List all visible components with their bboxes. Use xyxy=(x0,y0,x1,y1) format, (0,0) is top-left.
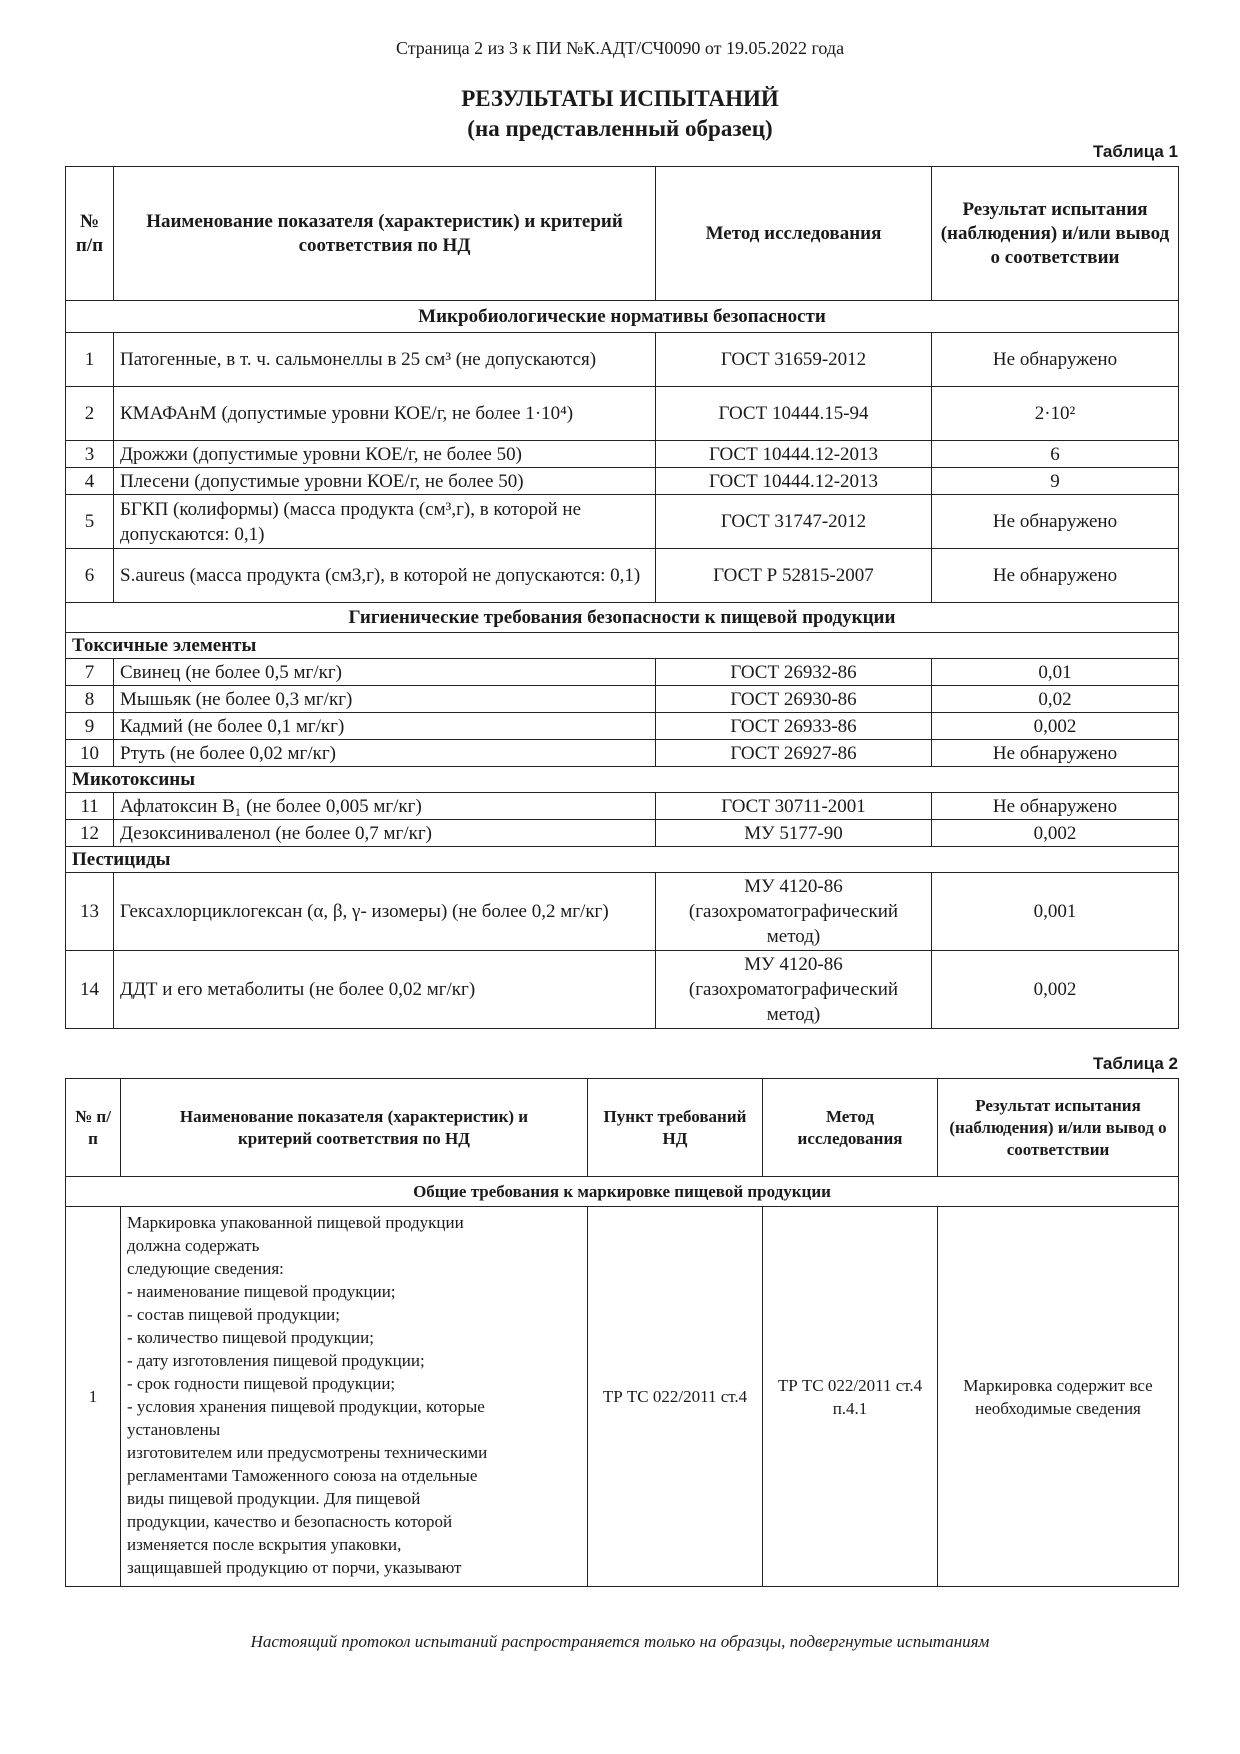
subsection-mycotoxins: Микотоксины xyxy=(66,767,1179,793)
row-num: 1 xyxy=(66,1207,121,1587)
row-num: 5 xyxy=(66,495,114,549)
document-title xyxy=(0,84,1240,144)
results-table-1 xyxy=(65,166,1179,1029)
title-main: РЕЗУЛЬТАТЫ ИСПЫТАНИЙ xyxy=(461,86,779,111)
row-name: КМАФАнМ (допустимые уровни КОЕ/г, не более 1·10⁴) xyxy=(114,387,656,441)
table-row xyxy=(66,713,1179,740)
results-table-2 xyxy=(65,1078,1179,1587)
table-row xyxy=(66,659,1179,686)
footer-note xyxy=(0,1630,1240,1654)
table-row xyxy=(66,468,1179,495)
name-line: - срок годности пищевой продукции; xyxy=(127,1374,396,1393)
name-line: - количество пищевой продукции; xyxy=(127,1328,374,1347)
row-clause: ТР ТС 022/2011 ст.4 xyxy=(588,1207,763,1587)
footer-note-text: Настоящий протокол испытаний распространяется только на образцы, подвергнутые испытаниям xyxy=(250,1632,990,1651)
row-method: ГОСТ 26932-86 xyxy=(656,659,932,686)
row-name: Гексахлорциклогексан (α, β, γ- изомеры) (не более 0,2 мг/кг) xyxy=(114,873,656,951)
row-name: Афлатоксин B₁ (не более 0,005 мг/кг) xyxy=(114,793,656,820)
row-name: S.aureus (масса продукта (см3,г), в которой не допускаются: 0,1) xyxy=(114,549,656,603)
row-method: ГОСТ Р 52815-2007 xyxy=(656,549,932,603)
row-name: Дрожжи (допустимые уровни КОЕ/г, не более 50) xyxy=(114,441,656,468)
subsection-row xyxy=(66,767,1179,793)
col-header-method: Метод исследования xyxy=(656,167,932,301)
table2-header-row xyxy=(66,1079,1179,1177)
row-result: Не обнаружено xyxy=(932,549,1179,603)
row-result: 6 xyxy=(932,441,1179,468)
subsection-row xyxy=(66,847,1179,873)
section-labeling: Общие требования к маркировке пищевой продукции xyxy=(66,1177,1179,1207)
row-method: ГОСТ 10444.15-94 xyxy=(656,387,932,441)
row-method: ГОСТ 26933-86 xyxy=(656,713,932,740)
row-name: Плесени (допустимые уровни КОЕ/г, не более 50) xyxy=(114,468,656,495)
row-result: Не обнаружено xyxy=(932,495,1179,549)
row-num: 8 xyxy=(66,686,114,713)
table-row xyxy=(66,1207,1179,1587)
table-row xyxy=(66,873,1179,951)
table1-caption: Таблица 1 xyxy=(1092,142,1178,161)
col-header-num: № п/п xyxy=(66,167,114,301)
row-result: 0,01 xyxy=(932,659,1179,686)
row-method: МУ 4120-86 (газохроматографический метод) xyxy=(656,873,932,951)
row-method: ТР ТС 022/2011 ст.4 п.4.1 xyxy=(763,1207,938,1587)
section-micro: Микробиологические нормативы безопасности xyxy=(66,301,1179,333)
row-result: Не обнаружено xyxy=(932,333,1179,387)
table-row xyxy=(66,441,1179,468)
row-name: БГКП (колиформы) (масса продукта (см³,г), в которой не допускаются: 0,1) xyxy=(114,495,656,549)
row-method: ГОСТ 30711-2001 xyxy=(656,793,932,820)
name-line: должна содержать xyxy=(127,1236,260,1255)
name-line: - дату изготовления пищевой продукции; xyxy=(127,1351,425,1370)
section-hygiene: Гигиенические требования безопасности к пищевой продукции xyxy=(66,603,1179,633)
row-name xyxy=(121,1207,588,1587)
col-header-name: Наименование показателя (характеристик) и критерий соответствия по НД xyxy=(114,167,656,301)
title-subtitle: (на представленный образец) xyxy=(467,116,773,141)
table-row xyxy=(66,820,1179,847)
row-method: ГОСТ 31747-2012 xyxy=(656,495,932,549)
row-num: 6 xyxy=(66,549,114,603)
row-method: МУ 4120-86 (газохроматографический метод) xyxy=(656,951,932,1029)
row-num: 2 xyxy=(66,387,114,441)
row-method: ГОСТ 10444.12-2013 xyxy=(656,468,932,495)
table-row xyxy=(66,333,1179,387)
table2-caption: Таблица 2 xyxy=(1092,1054,1178,1073)
row-name: Свинец (не более 0,5 мг/кг) xyxy=(114,659,656,686)
row-num: 13 xyxy=(66,873,114,951)
row-result: 0,002 xyxy=(932,820,1179,847)
row-method: ГОСТ 31659-2012 xyxy=(656,333,932,387)
row-name: Мышьяк (не более 0,3 мг/кг) xyxy=(114,686,656,713)
table-row xyxy=(66,951,1179,1029)
row-method: ГОСТ 10444.12-2013 xyxy=(656,441,932,468)
row-name: Кадмий (не более 0,1 мг/кг) xyxy=(114,713,656,740)
row-result: 0,002 xyxy=(932,951,1179,1029)
subsection-pesticides: Пестициды xyxy=(66,847,1179,873)
table-row xyxy=(66,549,1179,603)
page-info-header: Страница 2 из 3 к ПИ №К.АДТ/СЧ0090 от 19.05.2022 года xyxy=(395,38,845,58)
table-row xyxy=(66,793,1179,820)
row-num: 3 xyxy=(66,441,114,468)
name-line: - состав пищевой продукции; xyxy=(127,1305,341,1324)
row-method: ГОСТ 26930-86 xyxy=(656,686,932,713)
name-line: Маркировка упакованной пищевой продукции xyxy=(127,1213,464,1232)
col-header-method: Метод исследования xyxy=(763,1079,938,1177)
col-header-num: № п/п xyxy=(66,1079,121,1177)
row-result: Маркировка содержит все необходимые сведения xyxy=(938,1207,1179,1587)
table-row xyxy=(66,495,1179,549)
name-line: - наименование пищевой продукции; xyxy=(127,1282,396,1301)
col-header-result: Результат испытания (наблюдения) и/или вывод о соответствии xyxy=(938,1079,1179,1177)
table1-header-row xyxy=(66,167,1179,301)
row-num: 14 xyxy=(66,951,114,1029)
row-result: 2·10² xyxy=(932,387,1179,441)
section-row xyxy=(66,301,1179,333)
col-header-name: Наименование показателя (характеристик) и критерий соответствия по НД xyxy=(121,1079,588,1177)
section-row xyxy=(66,1177,1179,1207)
name-line: изготовителем или предусмотрены техническими xyxy=(127,1443,488,1462)
name-line: продукции, качество и безопасность которой xyxy=(127,1512,453,1531)
subsection-row xyxy=(66,633,1179,659)
name-line: установлены xyxy=(127,1420,221,1439)
row-num: 4 xyxy=(66,468,114,495)
row-result: Не обнаружено xyxy=(932,740,1179,767)
row-num: 12 xyxy=(66,820,114,847)
row-result: 0,001 xyxy=(932,873,1179,951)
row-num: 11 xyxy=(66,793,114,820)
name-line: регламентами Таможенного союза на отдельные xyxy=(127,1466,478,1485)
table-row xyxy=(66,686,1179,713)
section-row xyxy=(66,603,1179,633)
subsection-toxic: Токсичные элементы xyxy=(66,633,1179,659)
col-header-result: Результат испытания (наблюдения) и/или вывод о соответствии xyxy=(932,167,1179,301)
col-header-clause: Пункт требований НД xyxy=(588,1079,763,1177)
name-line: виды пищевой продукции. Для пищевой xyxy=(127,1489,421,1508)
row-result: Не обнаружено xyxy=(932,793,1179,820)
row-result: 0,002 xyxy=(932,713,1179,740)
row-method: МУ 5177-90 xyxy=(656,820,932,847)
row-name: Дезоксиниваленол (не более 0,7 мг/кг) xyxy=(114,820,656,847)
row-num: 10 xyxy=(66,740,114,767)
name-line: - условия хранения пищевой продукции, которые xyxy=(127,1397,485,1416)
row-result: 9 xyxy=(932,468,1179,495)
row-num: 7 xyxy=(66,659,114,686)
row-name: Ртуть (не более 0,02 мг/кг) xyxy=(114,740,656,767)
name-line: следующие сведения: xyxy=(127,1259,284,1278)
table-row xyxy=(66,387,1179,441)
row-name: Патогенные, в т. ч. сальмонеллы в 25 см³ (не допускаются) xyxy=(114,333,656,387)
row-method: ГОСТ 26927-86 xyxy=(656,740,932,767)
name-line: защищавшей продукцию от порчи, указывают xyxy=(127,1558,462,1577)
row-num: 9 xyxy=(66,713,114,740)
row-result: 0,02 xyxy=(932,686,1179,713)
row-num: 1 xyxy=(66,333,114,387)
table-row xyxy=(66,740,1179,767)
name-line: изменяется после вскрытия упаковки, xyxy=(127,1535,402,1554)
row-name: ДДТ и его метаболиты (не более 0,02 мг/кг) xyxy=(114,951,656,1029)
